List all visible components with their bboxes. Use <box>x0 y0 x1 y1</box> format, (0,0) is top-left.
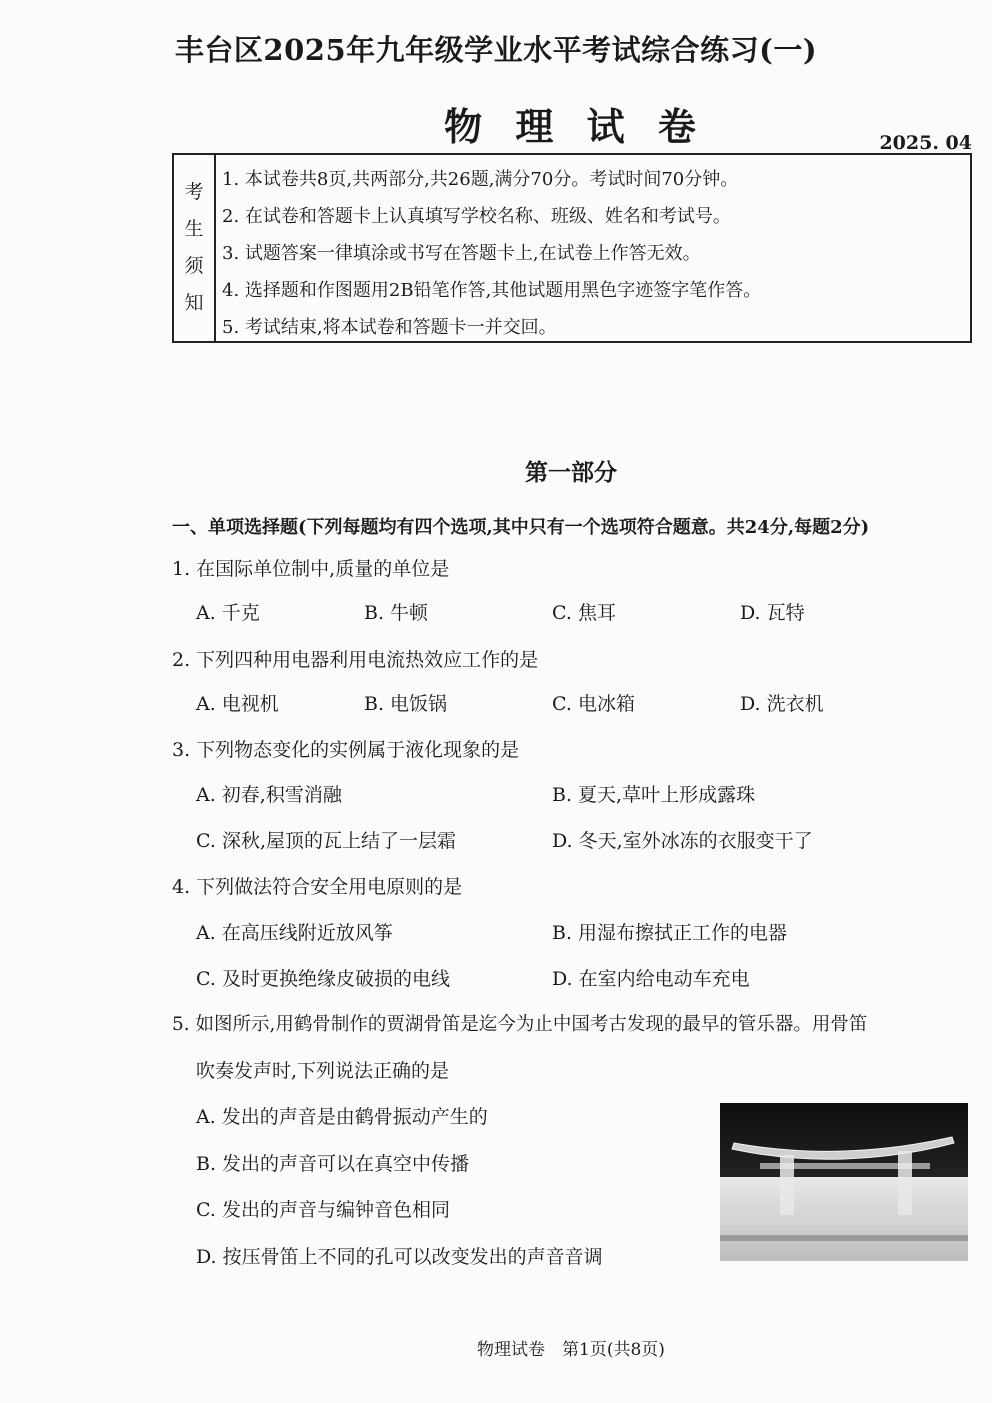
part-heading: 第一部分 <box>525 459 617 486</box>
paper-title: 物 理 试 卷 <box>444 104 706 149</box>
question-5-option-d: D. 按压骨笛上不同的孔可以改变发出的声音音调 <box>196 1246 603 1268</box>
bone-flute-photo <box>720 1103 968 1261</box>
question-stem-4: 4. 下列做法符合安全用电原则的是 <box>172 876 463 898</box>
question-2-option-b: B. 电饭锅 <box>364 693 448 715</box>
notice-item: 1. 本试卷共8页,共两部分,共26题,满分70分。考试时间70分钟。 <box>222 169 739 190</box>
question-3-option-a: A. 初春,积雪消融 <box>196 784 342 806</box>
question-4-option-a: A. 在高压线附近放风筝 <box>196 922 393 944</box>
bone-flute-image <box>720 1103 968 1261</box>
notice-item: 3. 试题答案一律填涂或书写在答题卡上,在试卷上作答无效。 <box>222 243 701 264</box>
question-2-option-c: C. 电冰箱 <box>552 693 635 715</box>
exam-date: 2025. 04 <box>879 132 972 154</box>
notice-item: 2. 在试卷和答题卡上认真填写学校名称、班级、姓名和考试号。 <box>222 206 731 227</box>
question-stem-3: 3. 下列物态变化的实例属于液化现象的是 <box>172 739 520 761</box>
question-1-option-b: B. 牛顿 <box>364 602 429 624</box>
notice-label-char: 生 <box>184 218 204 240</box>
notice-label-char: 考 <box>184 181 204 203</box>
question-stem-5: 5. 如图所示,用鹤骨制作的贾湖骨笛是迄今为止中国考古发现的最早的管乐器。用骨笛 <box>172 1014 868 1035</box>
question-1-option-c: C. 焦耳 <box>552 602 616 624</box>
question-3-option-b: B. 夏天,草叶上形成露珠 <box>552 784 756 806</box>
notice-label-char: 须 <box>184 255 204 277</box>
notice-item: 5. 考试结束,将本试卷和答题卡一并交回。 <box>222 317 557 338</box>
question-3-option-d: D. 冬天,室外冰冻的衣服变干了 <box>552 830 813 852</box>
question-stem-2: 2. 下列四种用电器利用电流热效应工作的是 <box>172 649 539 671</box>
notice-label <box>174 155 216 341</box>
question-3-option-c: C. 深秋,屋顶的瓦上结了一层霜 <box>196 830 456 852</box>
notice-label-char: 知 <box>184 292 204 314</box>
question-stem-1: 1. 在国际单位制中,质量的单位是 <box>172 558 450 580</box>
question-4-option-c: C. 及时更换绝缘皮破损的电线 <box>196 968 450 990</box>
question-2-option-d: D. 洗衣机 <box>740 693 824 715</box>
section-heading: 一、单项选择题(下列每题均有四个选项,其中只有一个选项符合题意。共24分,每题2分) <box>172 517 870 538</box>
question-1-option-a: A. 千克 <box>196 602 260 624</box>
page-footer: 物理试卷 第1页(共8页) <box>477 1340 665 1360</box>
question-4-option-b: B. 用湿布擦拭正工作的电器 <box>552 922 788 944</box>
exam-header: 丰台区2025年九年级学业水平考试综合练习(一) <box>174 33 818 67</box>
candidate-notice-box <box>172 153 972 343</box>
question-4-option-d: D. 在室内给电动车充电 <box>552 968 750 990</box>
notice-item: 4. 选择题和作图题用2B铅笔作答,其他试题用黑色字迹签字笔作答。 <box>222 280 762 301</box>
question-1-option-d: D. 瓦特 <box>740 602 805 624</box>
question-5-option-a: A. 发出的声音是由鹤骨振动产生的 <box>196 1106 488 1128</box>
question-stem-5-continued: 吹奏发声时,下列说法正确的是 <box>196 1060 450 1082</box>
question-5-option-b: B. 发出的声音可以在真空中传播 <box>196 1153 470 1175</box>
question-2-option-a: A. 电视机 <box>196 693 279 715</box>
question-5-option-c: C. 发出的声音与编钟音色相同 <box>196 1199 450 1221</box>
